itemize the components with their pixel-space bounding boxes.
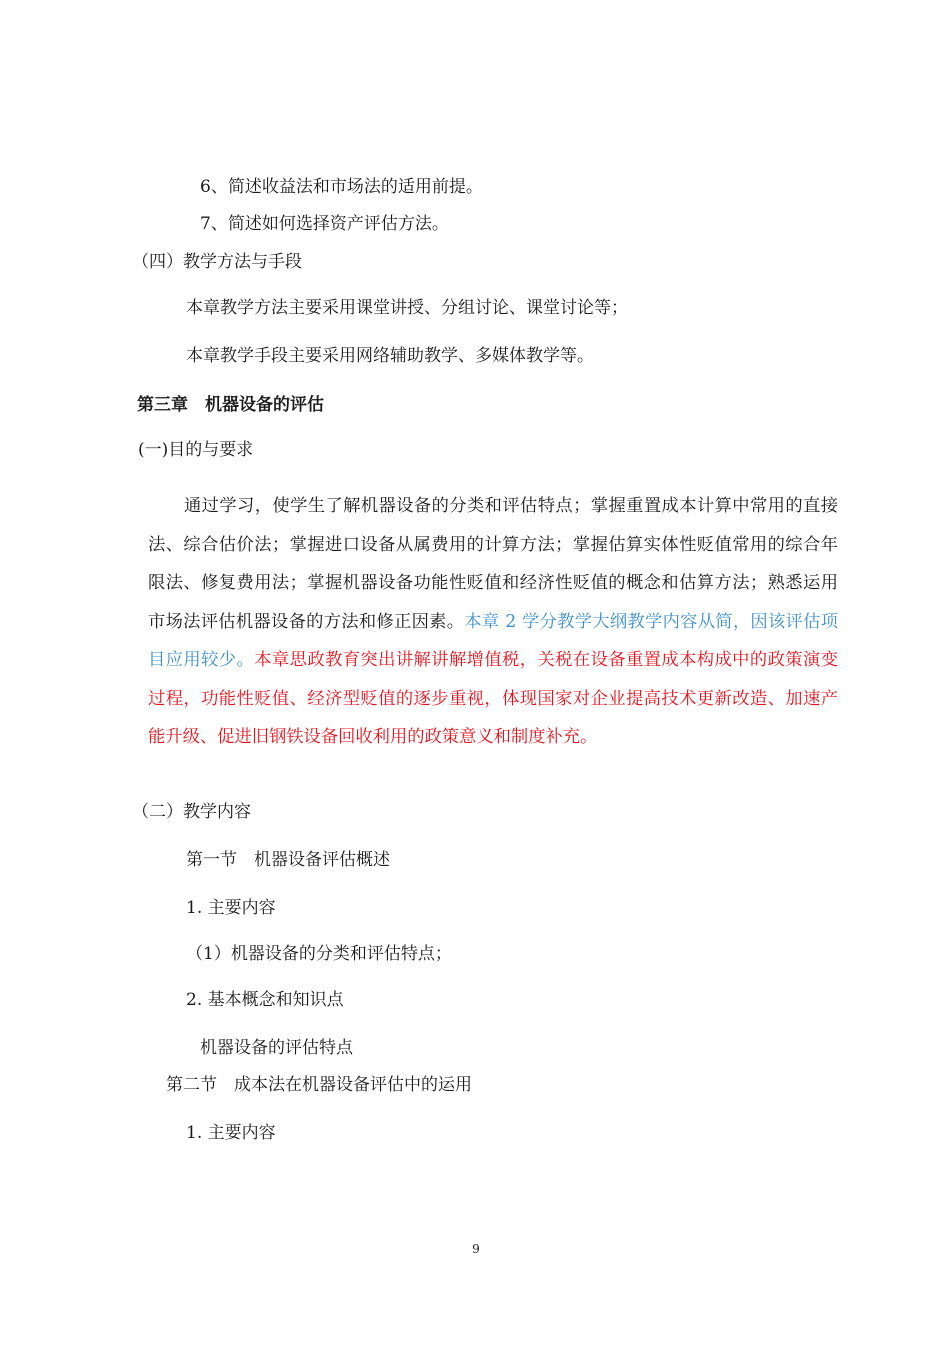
- section2-main-content: 1. 主要内容: [186, 1123, 276, 1143]
- section1-concepts: 2. 基本概念和知识点: [186, 990, 344, 1010]
- ideology-note: 本章思政教育突出讲解讲解增值税，关税在设备重置成本构成中的政策演变过程，功能性贬值、经济型贬值的逐步重视，体现国家对企业提高技术更新改造、加速产能升级、促进旧钢铁设备回收利用的政策意义和制度补充。: [148, 650, 838, 747]
- section-goals: (一)目的与要求: [138, 440, 254, 460]
- section-teaching-content: （二）教学内容: [132, 802, 251, 822]
- teaching-method-text: 本章教学方法主要采用课堂讲授、分组讨论、课堂讨论等；: [186, 298, 628, 318]
- teaching-means-text: 本章教学手段主要采用网络辅助教学、多媒体教学等。: [186, 346, 594, 366]
- section-teaching-methods: （四）教学方法与手段: [132, 252, 302, 272]
- chapter-title: 第三章 机器设备的评估: [137, 395, 324, 415]
- section1-item-1: （1）机器设备的分类和评估特点；: [186, 944, 452, 964]
- section1-concept-1: 机器设备的评估特点: [200, 1038, 353, 1058]
- page-number: 9: [472, 1242, 480, 1256]
- goals-paragraph: [148, 487, 838, 757]
- goals-text: 通过学习，使学生了解机器设备的分类和评估特点；掌握重置成本计算中常用的直接法、综合估价法；掌握进口设备从属费用的计算方法；掌握估算实体性贬值常用的综合年限法、修复费用法；掌握机器设备功能性贬值和经济性贬值的概念和估算方法；熟悉运用市场法评估机器设备的方法和修正因素。: [148, 496, 838, 632]
- section1-main-content: 1. 主要内容: [186, 898, 276, 918]
- question-6: 6、简述收益法和市场法的适用前提。: [200, 177, 483, 197]
- syllabus-note: 本章 2 学分教学大纲教学内容从简，因该评估项目应用较少。: [148, 611, 838, 670]
- section1-title: 第一节 机器设备评估概述: [186, 850, 390, 870]
- section2-title: 第二节 成本法在机器设备评估中的运用: [166, 1075, 472, 1095]
- question-7: 7、简述如何选择资产评估方法。: [200, 214, 449, 234]
